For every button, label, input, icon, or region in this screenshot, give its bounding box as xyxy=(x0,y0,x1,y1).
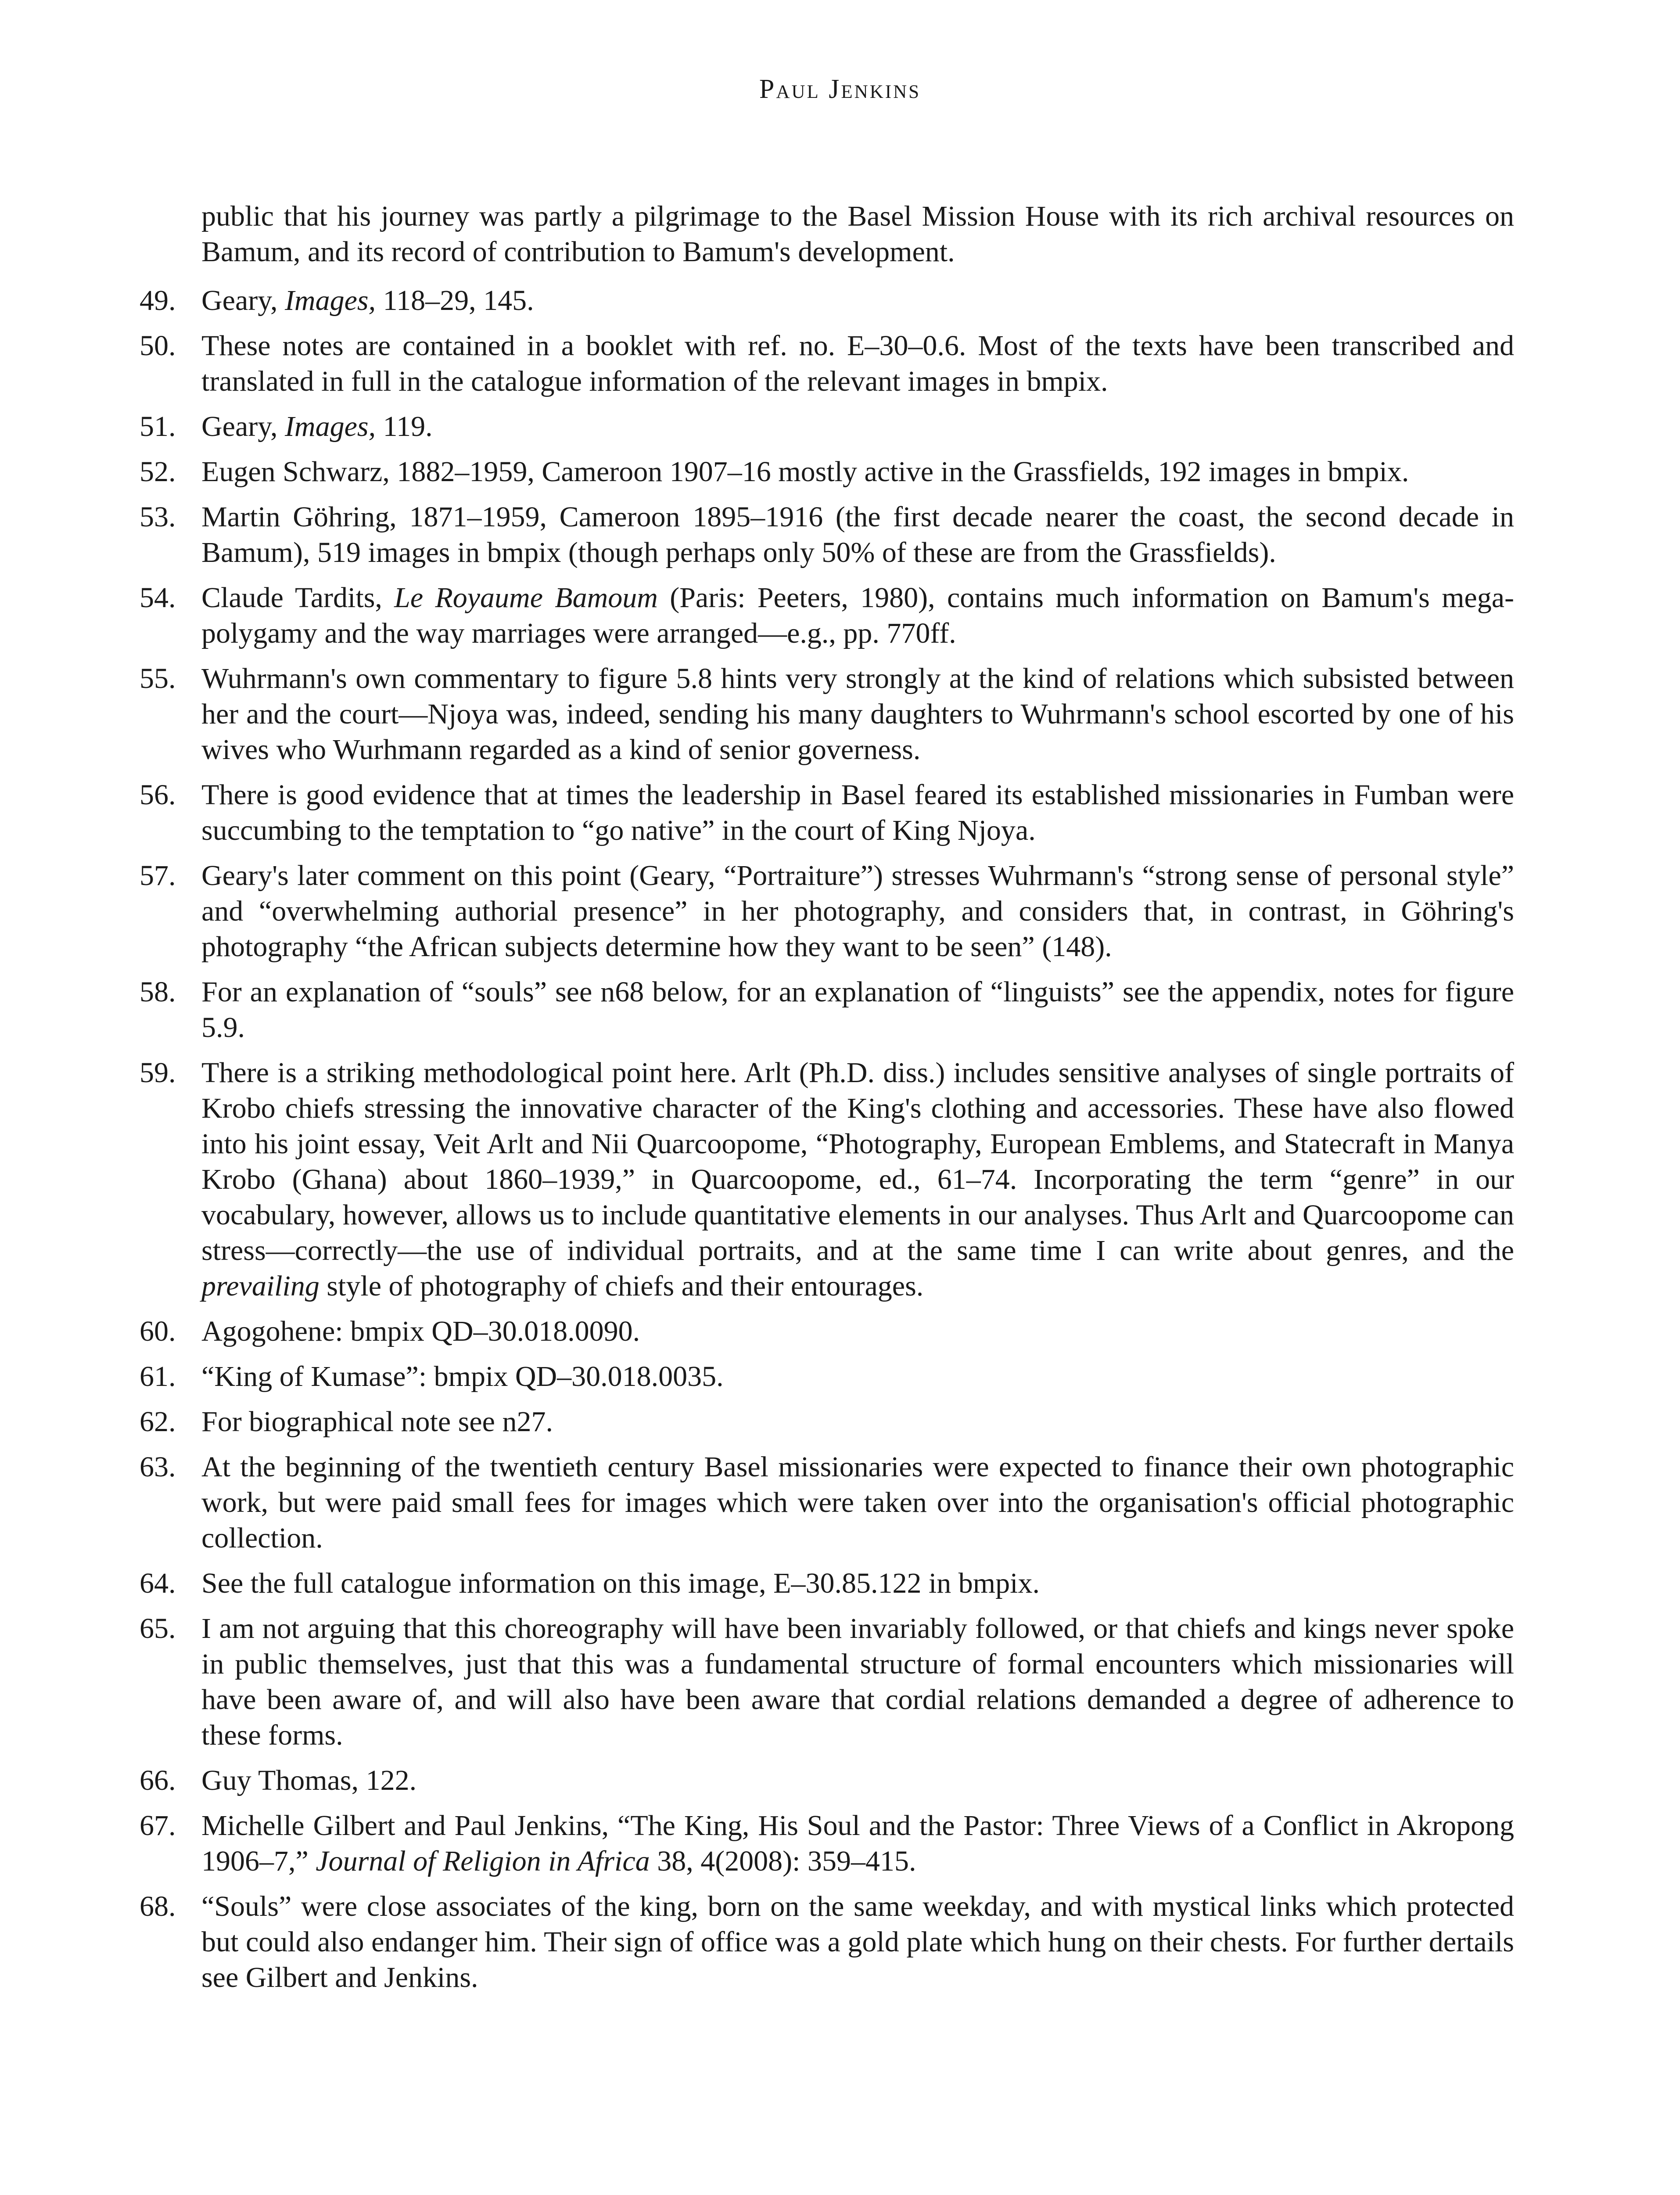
endnote-number: 56. xyxy=(140,779,176,811)
endnote xyxy=(140,283,1514,318)
endnote xyxy=(140,1359,1514,1394)
endnote-text: “Souls” were close associates of the king, born on the same weekday, and with mystical links which protected but could also endanger him. Their sign of office was a gold plate which hung on their chests. For further dertails see Gilbert and Jenkins. xyxy=(201,1890,1514,1993)
endnote-number: 61. xyxy=(140,1360,176,1393)
endnote-number: 51. xyxy=(140,410,176,443)
endnote xyxy=(140,580,1514,651)
endnote-text: Agogohene: bmpix QD–30.018.0090. xyxy=(201,1315,640,1347)
endnote xyxy=(140,1763,1514,1798)
endnote-number: 49. xyxy=(140,284,176,317)
endnote-text: Guy Thomas, 122. xyxy=(201,1764,417,1796)
endnote-number: 66. xyxy=(140,1764,176,1796)
note-continuation: public that his journey was partly a pilgrimage to the Basel Mission House with its rich archival resources on Bamum, and its record of contribution to Bamum's development. xyxy=(201,200,1514,268)
endnote-text: Martin Göhring, 1871–1959, Cameroon 1895–1916 (the first decade nearer the coast, the second decade in Bamum), 519 images in bmpix (though perhaps only 50% of these are from the Grassfields). xyxy=(201,501,1514,569)
endnote-text: For biographical note see n27. xyxy=(201,1406,553,1438)
endnote-text: These notes are contained in a booklet with ref. no. E–30–0.6. Most of the texts have been transcribed and translated in full in the catalogue information of the relevant images in bmpix. xyxy=(201,330,1514,397)
endnote xyxy=(140,661,1514,767)
notes-list xyxy=(140,283,1514,1995)
endnote-number: 53. xyxy=(140,501,176,533)
endnote-text: Wuhrmann's own commentary to figure 5.8 hints very strongly at the kind of relations which subsisted between her and the court—Njoya was, indeed, sending his many daughters to Wuhrmann's school escorted by one of his wives who Wurhmann regarded as a kind of senior governess. xyxy=(201,662,1514,766)
endnote-text: I am not arguing that this choreography will have been invariably followed, or that chiefs and kings never spoke in public themselves, just that this was a fundamental structure of formal encounters which missionaries will have been aware of, and will also have been aware that cordial relations demanded a degree of adherence to these forms. xyxy=(201,1612,1514,1751)
endnote-text: Eugen Schwarz, 1882–1959, Cameroon 1907–16 mostly active in the Grassfields, 192 images in bmpix. xyxy=(201,456,1409,488)
endnote-text: See the full catalogue information on this image, E–30.85.122 in bmpix. xyxy=(201,1567,1040,1599)
endnote-text: At the beginning of the twentieth century Basel missionaries were expected to finance their own photographic work, but were paid small fees for images which were taken over into the organisation's official photographic collection. xyxy=(201,1451,1514,1554)
endnote-text: Geary's later comment on this point (Geary, “Portraiture”) stresses Wuhrmann's “strong sense of personal style” and “overwhelming authorial presence” in her photography, and considers that, in contrast, in Göhring's photography “the African subjects determine how they want to be seen” (148). xyxy=(201,860,1514,963)
endnote-text-tail: 119. xyxy=(376,410,433,443)
endnote-text-tail: 38, 4(2008): 359–415. xyxy=(650,1845,916,1877)
endnote xyxy=(140,1055,1514,1304)
endnote xyxy=(140,974,1514,1045)
endnote xyxy=(140,1404,1514,1439)
endnote-text: There is a striking methodological point here. Arlt (Ph.D. diss.) includes sensitive analyses of single portraits of Krobo chiefs stressing the innovative character of the King's clothing and accessories. These have also flowed into his joint essay, Veit Arlt and Nii Quarcoopome, “Photography, European Emblems, and Statecraft in Manya Krobo (Ghana) about 1860–1939,” in Quarcoopome, ed., 61–74. Incorporating the term “genre” in our vocabulary, however, allows us to include quantitative elements in our analyses. Thus Arlt and Quarcoopome can stress—correctly—the use of individual portraits, and at the same time I can write about genres, and the xyxy=(201,1057,1514,1267)
endnote-text-tail: (Paris: Peeters, 1980), contains much information on Bamum's mega-polygamy and the way marriages were arranged—e.g., pp. 770ff. xyxy=(201,582,1514,649)
endnote-number: 55. xyxy=(140,662,176,694)
endnote-italic-title: Le Royaume Bamoum xyxy=(394,582,658,614)
endnote-number: 60. xyxy=(140,1315,176,1347)
endnote xyxy=(140,1889,1514,1995)
endnote-text: Geary, xyxy=(201,284,285,317)
endnote-text: Michelle Gilbert and Paul Jenkins, “The King, His Soul and the Pastor: Three Views of a Conflict in Akropong 1906–7,” xyxy=(201,1810,1514,1877)
endnotes xyxy=(140,198,1514,2005)
endnote-number: 63. xyxy=(140,1451,176,1483)
endnote xyxy=(140,499,1514,570)
running-head: Paul Jenkins xyxy=(759,74,921,104)
endnote-number: 54. xyxy=(140,582,176,614)
endnote xyxy=(140,454,1514,489)
endnote-number: 50. xyxy=(140,330,176,362)
endnote xyxy=(140,409,1514,444)
endnote xyxy=(140,328,1514,399)
endnote-text: There is good evidence that at times the leadership in Basel feared its established missionaries in Fumban were succumbing to the temptation to “go native” in the court of King Njoya. xyxy=(201,779,1514,846)
endnote-text: Geary, xyxy=(201,410,285,443)
endnote-text: “King of Kumase”: bmpix QD–30.018.0035. xyxy=(201,1360,724,1393)
endnote-text-tail: style of photography of chiefs and their entourages. xyxy=(319,1270,924,1302)
endnote-number: 65. xyxy=(140,1612,176,1644)
endnote xyxy=(140,777,1514,848)
endnote-text-tail: 118–29, 145. xyxy=(376,284,534,317)
endnote xyxy=(140,1565,1514,1601)
endnote xyxy=(140,1313,1514,1349)
endnote-italic-title: Images, xyxy=(284,284,376,317)
endnote-italic-title: prevailing xyxy=(201,1270,319,1302)
endnote-number: 62. xyxy=(140,1406,176,1438)
endnote-number: 57. xyxy=(140,860,176,892)
endnote-number: 59. xyxy=(140,1057,176,1089)
endnote-number: 67. xyxy=(140,1810,176,1842)
endnote xyxy=(140,1611,1514,1753)
endnote-text: Claude Tardits, xyxy=(201,582,395,614)
endnote-number: 52. xyxy=(140,456,176,488)
endnote-number: 58. xyxy=(140,976,176,1008)
endnote-number: 64. xyxy=(140,1567,176,1599)
endnote xyxy=(140,1808,1514,1879)
endnote-italic-title: Journal of Religion in Africa xyxy=(316,1845,650,1877)
endnote xyxy=(140,858,1514,964)
endnote xyxy=(140,1449,1514,1556)
endnote-text: For an explanation of “souls” see n68 below, for an explanation of “linguists” see the appendix, notes for figure 5.9. xyxy=(201,976,1514,1044)
endnote-italic-title: Images, xyxy=(284,410,376,443)
endnote-number: 68. xyxy=(140,1890,176,1922)
